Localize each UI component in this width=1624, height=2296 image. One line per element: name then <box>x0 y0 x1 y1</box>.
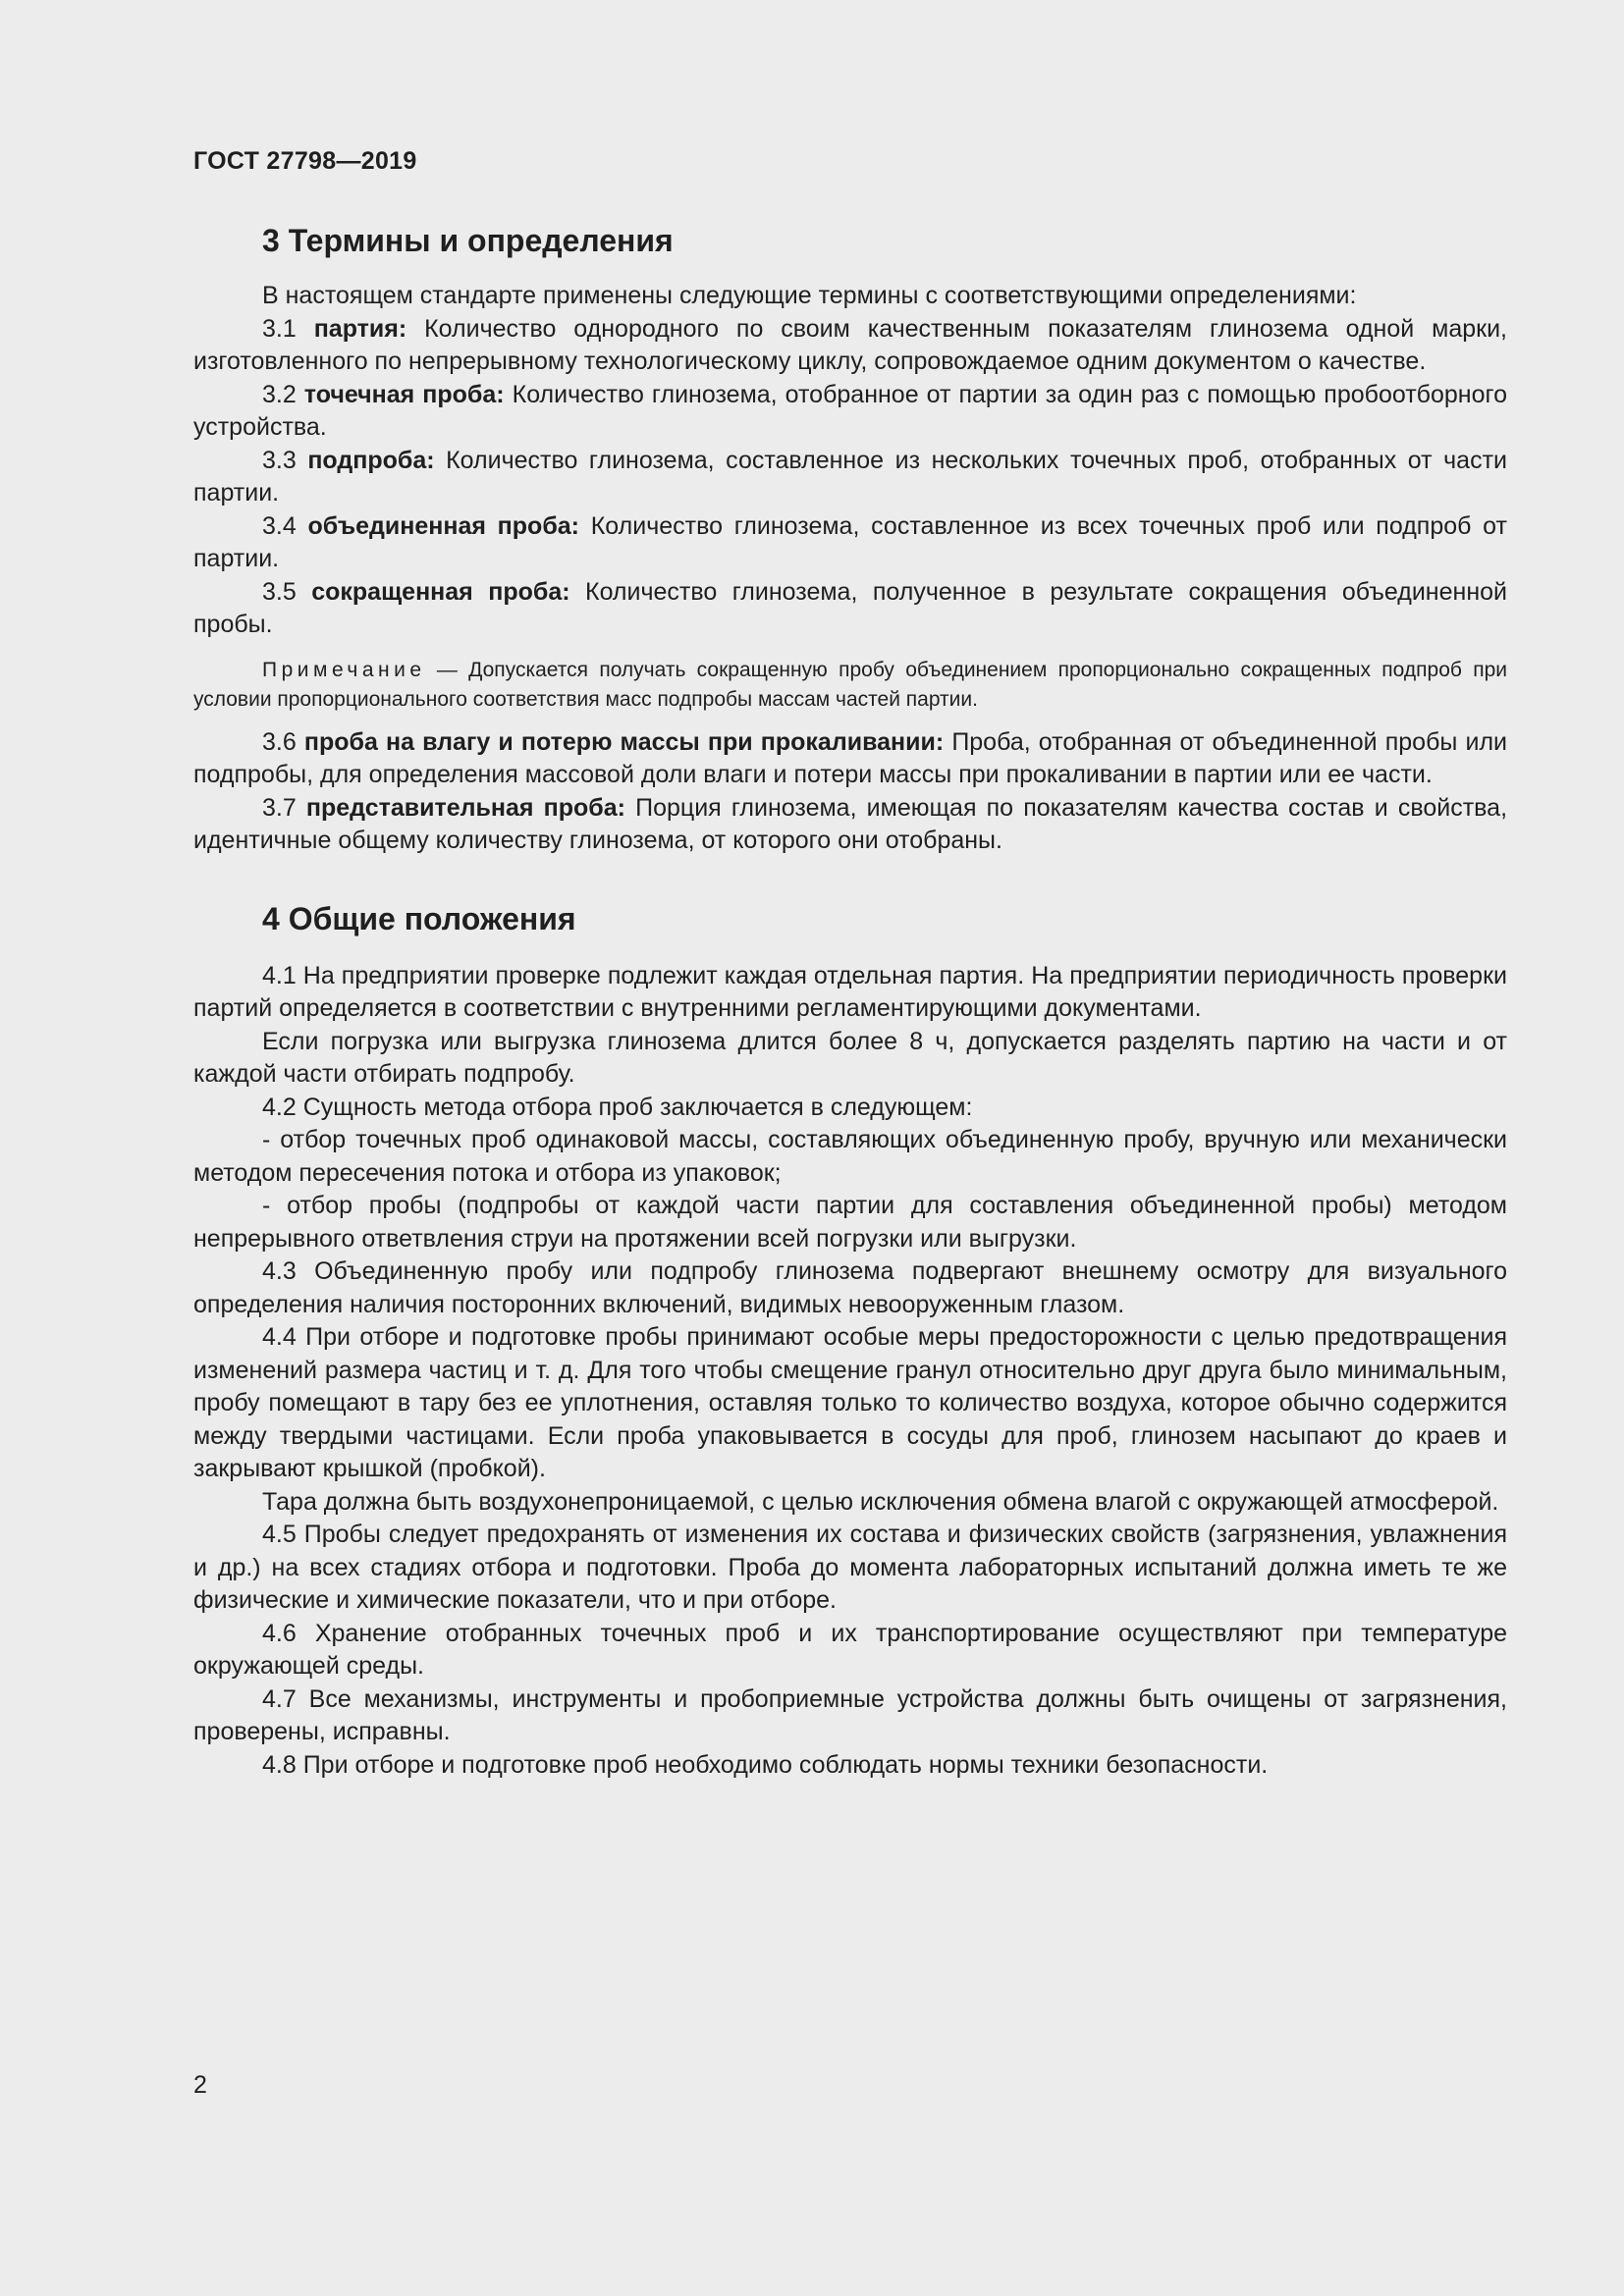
term-name: проба на влагу и потерю массы при прокаливании: <box>303 727 945 756</box>
paragraph-4-5: 4.5 Пробы следует предохранять от изменения их состава и физических свойств (загрязнения, увлажнения и др.) на всех стадиях отбора и подготовки. Проба до момента лабораторных испытаний должна иметь те же физические и химические показатели, что и при отборе. <box>193 1521 1507 1614</box>
term-number: 3.4 <box>262 511 308 540</box>
term-name: объединенная проба: <box>307 511 579 540</box>
paragraph-4-1: 4.1 На предприятии проверке подлежит каждая отдельная партия. На предприятии периодичность проверки партий определяется в соответствии с внутренними регламентирующими документами. <box>193 961 1507 1022</box>
term-number: 3.3 <box>262 446 308 474</box>
section-4-title-wrap <box>193 899 1507 938</box>
term-3-5 <box>193 576 1507 642</box>
paragraph-4-6: 4.6 Хранение отобранных точечных проб и их транспортирование осуществляют при температуре окружающей среды. <box>193 1619 1507 1680</box>
paragraph-4-4: 4.4 При отборе и подготовке пробы принимают особые меры предосторожности с целью предотвращения изменений размера частиц и т. д. Для того чтобы смещение гранул относительно друг друга было минимальным, пробу помещают в тару без ее уплотнения, оставляя только то количество воздуха, которое обычно содержится между твердыми частицами. Если проба упаковывается в сосуды для проб, глинозем насыпают до краев и закрывают крышкой (пробкой). <box>193 1323 1507 1482</box>
paragraph-4-4-continued: Тара должна быть воздухонепроницаемой, с целью исключения обмена влагой с окружающей атмосферой. <box>262 1487 1499 1516</box>
term-3-2 <box>193 379 1507 445</box>
paragraph-4-2: 4.2 Сущность метода отбора проб заключается в следующем: <box>262 1093 973 1121</box>
term-name: сокращенная проба: <box>311 577 570 606</box>
list-item: - отбор пробы (подпробы от каждой части партии для составления объединенной пробы) методом непрерывного ответвления струи на протяжении всей погрузки или выгрузки. <box>193 1192 1507 1253</box>
term-3-4 <box>193 510 1507 576</box>
note <box>193 656 1507 715</box>
term-definition: Количество глинозема, отобранное от партии за один раз с помощью пробоотборного устройства. <box>193 380 1507 441</box>
section-4-title: 4 Общие положения <box>262 900 576 936</box>
term-number: 3.5 <box>262 577 312 606</box>
page-number: 2 <box>193 2071 207 2099</box>
section-3-intro: В настоящем стандарте применены следующие термины с соответствующими определениями: <box>262 282 1357 309</box>
term-name: подпроба: <box>307 446 435 474</box>
term-definition: Количество глинозема, составленное из всех точечных проб или подпроб от партии. <box>193 511 1507 572</box>
document-code: ГОСТ 27798—2019 <box>193 147 417 175</box>
section-3-title: 3 Термины и определения <box>262 223 674 258</box>
term-3-1 <box>193 313 1507 379</box>
term-definition: Порция глинозема, имеющая по показателям качества состав и свойства, идентичные общему количеству глинозема, от которого они отобраны. <box>193 793 1508 854</box>
term-definition: Проба, отобранная от объединенной пробы или подпробы, для определения массовой доли влаги и потери массы при прокаливании в партии или ее части. <box>193 727 1507 788</box>
term-definition: Количество однородного по своим качественным показателям глинозема одной марки, изготовленного по непрерывному технологическому циклу, сопровождаемое одним документом о качестве. <box>193 314 1507 375</box>
paragraph-4-3: 4.3 Объединенную пробу или подпробу глинозема подвергают внешнему осмотру для визуального определения наличия посторонних включений, видимых невооруженным глазом. <box>193 1257 1507 1318</box>
term-name: точечная проба: <box>303 380 505 408</box>
term-number: 3.6 <box>262 727 304 756</box>
term-number: 3.1 <box>262 314 314 343</box>
list-item: - отбор точечных проб одинаковой массы, составляющих объединенную пробу, вручную или механически методом пересечения потока и отбора из упаковок; <box>193 1126 1507 1187</box>
term-3-7 <box>193 792 1507 858</box>
section-gap <box>193 858 1507 899</box>
term-definition: Количество глинозема, составленное из нескольких точечных проб, отобранных от части партии. <box>193 446 1508 507</box>
term-number: 3.2 <box>262 380 304 408</box>
term-number: 3.7 <box>262 793 306 822</box>
page-content <box>193 221 1507 1782</box>
term-name: представительная проба: <box>305 793 625 822</box>
term-name: партия: <box>313 314 407 343</box>
paragraph-4-7: 4.7 Все механизмы, инструменты и пробоприемные устройства должны быть очищены от загрязнения, проверены, исправны. <box>193 1684 1507 1745</box>
paragraph-4-1-continued: Если погрузка или выгрузка глинозема длится более 8 ч, допускается разделять партию на части и от каждой части отбирать подпробу. <box>193 1027 1507 1088</box>
paragraph-4-8: 4.8 При отборе и подготовке проб необходимо соблюдать нормы техники безопасности. <box>262 1750 1269 1779</box>
note-text: — Допускается получать сокращенную пробу объединением пропорционально сокращенных подпроб при условии пропорционального соответствия масс подпробы массам частей партии. <box>193 658 1507 711</box>
note-label: Примечание <box>262 658 426 681</box>
term-3-3 <box>193 445 1507 510</box>
term-definition: Количество глинозема, полученное в результате сокращения объединенной пробы. <box>193 577 1507 638</box>
term-3-6 <box>193 726 1507 792</box>
